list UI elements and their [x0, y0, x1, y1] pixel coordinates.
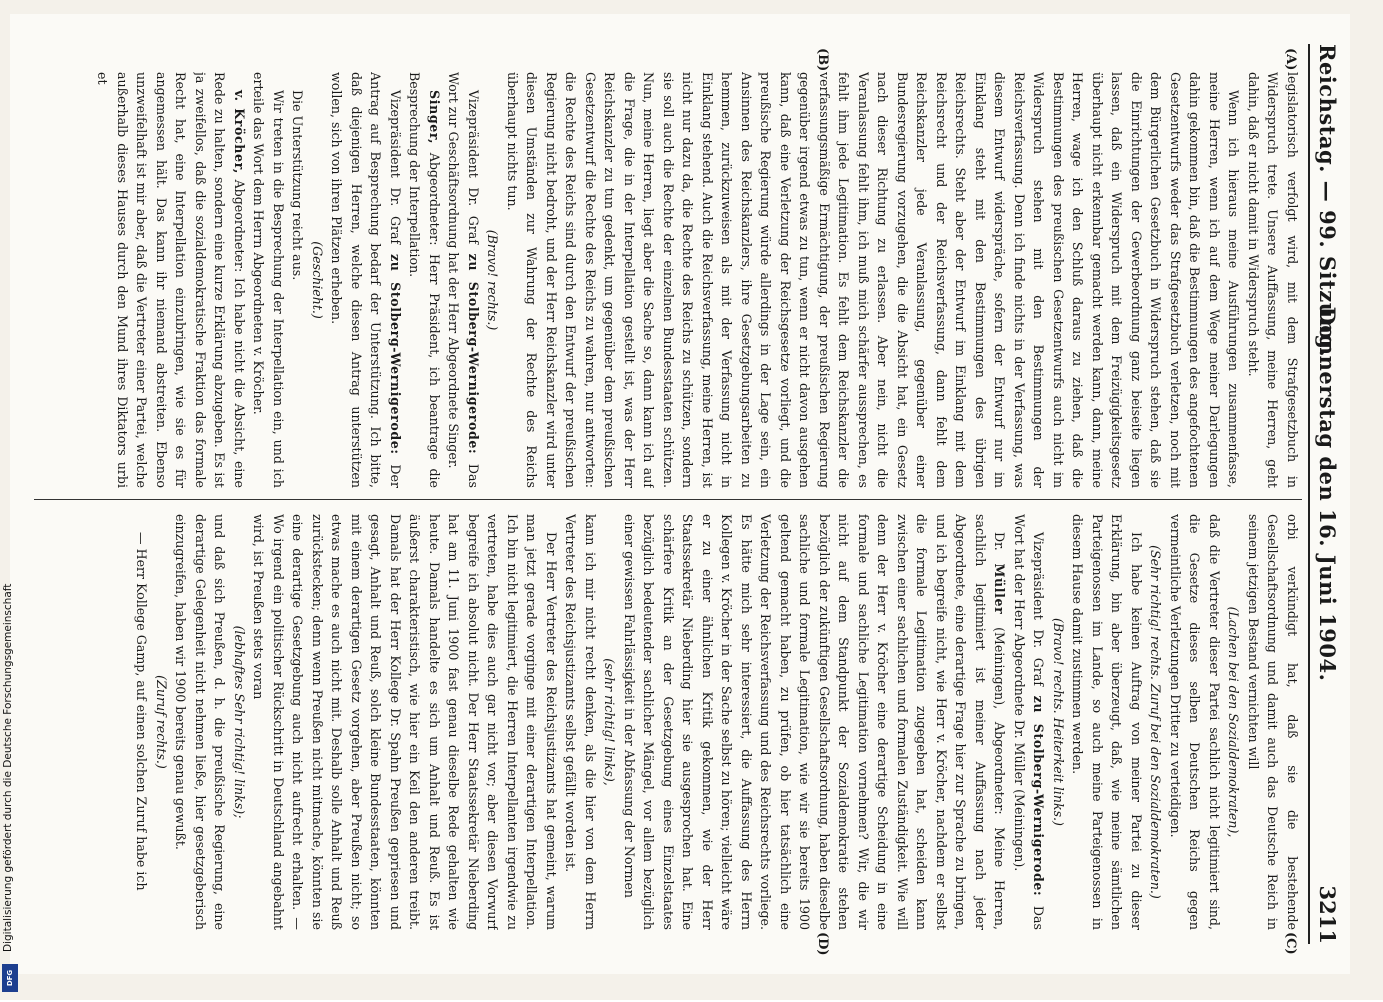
reaction: (Zuruf rechts.)	[154, 675, 169, 769]
speaker-paragraph	[1010, 514, 1049, 930]
speaker-name: zu Stolberg-Wernigerode:	[1031, 695, 1047, 897]
paragraph: daß die Vertreter dieser Partei sachlich nicht legitimiert sind, die Gesetze dieses selben Deutschen Reichs gegen vermeintliche Verletzungen Dritter zu verteidigen.	[1168, 514, 1222, 930]
reaction: (sehr richtig! links),	[602, 658, 618, 786]
speaker-paragraph	[93, 72, 249, 488]
logo-text: DFG	[6, 969, 14, 987]
running-head	[1308, 44, 1344, 944]
header-date: Donnerstag den 16. Juni 1904.	[1315, 306, 1340, 682]
speech-text: (Meiningen), Abgeordneter: Meine Herren, sachlich legitimiert ist meiner Auffassung nach jeder Abgeordnete, eine derartige Frage hier zur Sprache zu bringen, und ich begreife nicht, wie Herr v. Kröcher, nachdem er selbst die formale Legitimation zugegeben hat, scheiden kann zwischen einer sachlichen und formalen Zuständigkeit. Wie will denn der Herr v. Kröcher eine derartige Scheidung in eine formale und sachliche Legitimation vornehmen? Wir, die wir nicht auf dem Standpunkt der Sozialdemokratie stehen bezüglich der zukünftigen Gesellschaftsordnung, haben dieselbe sachliche und formale Legitimation, wie wir sie bereits 1900 geltend gemacht haben, zu prüfen, ob hier tatsächlich eine Verletzung der Reichsverfassung und des Reichsrechts vorliege. Es hätte mich sehr interessiert, die Auffassung des Herrn Kollegen v. Kröcher in der Sache selbst zu hören; vielleicht wäre er zu einer ähnlichen Kritik gekommen, wie der Herr Staatssekretär Nieberding hier sie ausgesprochen hat. Eine schärfere Kritik an der Gesetzgebung eines Einzelstaates bezüglich bedeutender sachlicher Mängel, vor allem bezüglich einer gewissen Fahrlässigkeit in der Abfassung der Normen	[622, 514, 1008, 930]
reaction: (Lachen bei den Sozialdemokraten),	[1226, 606, 1242, 838]
speaker-name: zu Stolberg-Wernigerode:	[388, 253, 403, 455]
speaker-prefix: Dr.	[992, 532, 1008, 551]
paragraph: orbi verkündigt hat, daß sie die bestehende Gesellschaftsordnung und damit auch das Deutsche Reich in seinem jetzigen Bestand vernichten will	[1246, 514, 1300, 930]
right-column	[34, 514, 1302, 930]
speech-text: Abgeordneter: Ich habe nicht die Absicht, eine Rede zu halten, sondern eine kurze Erklärung abzugeben. Es ist ja zweifellos, daß die sozialdemokratische Fraktion das formale Recht hat, eine Interpellation einzubringen, wie sie es für angemessen hält. Das kann ihr niemand abstreiten. Ebenso unzweifelhaft ist mir aber, daß die Vertreter einer Partei, welche außerhalb dieses Hauses durch den Mund ihres Diktators urbi et	[95, 72, 247, 488]
speaker-prefix: Vizepräsident Dr. Graf	[466, 90, 481, 244]
reaction: (lebhaftes Sehr richtig! links);	[232, 625, 247, 819]
speaker-paragraph	[444, 72, 483, 488]
speech-text: Abgeordneter: Herr Präsident, ich beantrage die Besprechung der Interpellation.	[407, 72, 442, 488]
left-column	[34, 72, 1302, 488]
paragraph: Wenn ich hieraus meine Ausführungen zusammenfasse, meine Herren, wenn ich auf dem Wege meiner Darlegungen dahin gekommen bin, daß die Bestimmungen des angefochtenen Gesetzentwurfs weder das Strafgesetzbuch verletzen, noch mit dem Bürgerlichen Gesetzbuch in Widerspruch stehen, daß sie die Einrichtungen der Gewerbeordnung ganz beiseite liegen lassen, daß ein Widerspruch mit dem Freizügigkeitsgesetz überhaupt nicht erkennbar gemacht werden kann, dann, meine Herren, wage ich den Schluß daraus zu ziehen, daß die Bestimmungen des preußischen Gesetzentwurfs auch nicht im Widerspruch stehen mit den Bestimmungen der Reichsverfassung. Denn ich finde nichts in der Verfassung, was diesem Entwurf widerspräche, sofern der Entwurf nur im Einklang steht mit den Bestimmungen des übrigen Reichsrechts. Steht aber der Entwurf im Einklang mit dem Reichsrecht und der Reichsverfassung, dann fehlt dem Reichskanzler jede Veranlassung, gegenüber einer Bundesregierung vorzugehen, die die Absicht hat, ein Gesetz nach dieser Richtung zu erlassen. Aber nein, nicht die Veranlassung fehlt ihm, ich muß mich schärfer aussprechen, es fehlt ihm jede Legitimation. Es fehlt dem Reichskanzler die verfassungsmäßige Ermächtigung, der preußischen Regierung gegenüber irgend etwas zu tun, wenn er nicht davon ausgehen kann, daß eine Verletzung der Reichsgesetze vorliegt, und die preußische Regierung würde allerdings in der Lage sein, ein Ansinnen des Reichskanzlers, ihre Gesetzgebungsarbeiten zu hemmen, zurückzuweisen als mit der Verfassung nicht in Einklang stehend. Auch die Reichsverfassung, meine Herren, ist nicht nur dazu da, die Rechte des Reichs zu schützen, sondern sie soll auch die Rechte der einzelnen Bundesstaaten schützen. Nun, meine Herren, liegt aber die Sache so, dann kann ich auf die Frage, die in der Interpellation gestellt ist, was der Herr Reichskanzler zu tun gedenkt, um gegenüber dem preußischen Gesetzentwurf die Rechte des Reichs zu wahren, nur antworten: die Rechte des Reichs sind durch den Entwurf der preußischen Regierung nicht bedroht, und der Herr Reichskanzler wird unter diesen Umständen zur Wahrung der Rechte des Reichs überhaupt nichts tun.	[505, 72, 1242, 488]
paragraph: kann ich mir nicht recht denken, als die hier von dem Herrn Vertreter des Reichsjustizamts selbst gefällt worden ist.	[563, 514, 598, 930]
speaker-prefix: Vizepräsident Dr. Graf	[388, 90, 403, 245]
paragraph: — Herr Kollege Gamp, auf einen solchen Zuruf habe ich	[134, 532, 150, 891]
reaction: (Bravo! rechts. Heiterkeit links.)	[1051, 618, 1066, 826]
paragraph: und daß sich Preußen, d. h. die preußische Regierung, eine derartige Gelegenheit nicht nehmen ließe, hier gesetzgeberisch einzugreifen, haben wir 1900 bereits genau gewußt.	[173, 514, 228, 930]
header-session: Reichstag. — 99. Sitzung.	[1315, 44, 1340, 358]
margin-mark-d: (D)	[815, 932, 830, 956]
printed-page	[10, 14, 1350, 974]
paragraph: Der Herr Vertreter des Reichsjustizamts hat gemeint, warum man jetzt gerade vorginge mit einer derartigen Interpellation. Ich bin nicht legitimiert, die Herren Interpellanten irgendwie zu vertreten, habe dies auch gar nicht vor; aber diesen Vorwurf begreife ich absolut nicht. Der Herr Staatssekretär Nieberding hat am 11. Juni 1900 fast genau dieselbe Rede gehalten wie heute. Damals handelte es sich um Anhalt und Reuß. Es ist äußerst charakteristisch, wie hier ein Keil den anderen treibt. Damals hat der Herr Kollege Dr. Spahn Preußen gepriesen und gesagt, Anhalt und Reuß, solch kleine Bundesstaaten, könnten mit einem derartigen Gesetz vorgehen, aber Preußen nicht; so etwas mache es auch nicht mit. Deshalb solle Anhalt und Reuß zurückstecken; denn wenn Preußen nicht mitmache, könnten sie eine derartige Gesetzgebung auch nicht aufrecht erhalten. — Wo irgend ein politischer Rückschritt in Deutschland angebahnt wird, ist Preußen stets voran	[251, 514, 559, 930]
page-number: 3211	[1315, 885, 1340, 944]
dfg-logo	[2, 964, 18, 992]
paragraph: legislatorisch verfolgt wird, mit dem Strafgesetzbuch in Widerspruch trete. Unsere Auffassung, meine Herren, geht dahin, daß er nicht damit in Widerspruch steht.	[1246, 72, 1300, 488]
credit-text: Digitalisierung gefördert durch die Deutsche Forschungsgemeinschaft	[2, 583, 14, 952]
speaker-name: zu Stolberg-Wernigerode:	[466, 253, 481, 455]
margin-mark-a: (A)	[1283, 48, 1298, 71]
paragraph: Ich habe keinen Auftrag von meiner Partei zu dieser Erklärung, bin aber überzeugt, daß, wie meine sämtlichen Parteigenossen im Lande, so auch meine Parteigenossen in diesem Hause damit zustimmen werden.	[1070, 514, 1144, 930]
paragraph: Die Unterstützung reicht aus.	[290, 90, 306, 281]
speaker-paragraph	[405, 72, 444, 488]
margin-mark-c: (C)	[1283, 932, 1298, 955]
speaker-name: v. Kröcher,	[232, 90, 247, 174]
speech-text: Das Wort hat der Herr Abgeordnete Dr. Müller (Meiningen).	[1012, 514, 1047, 930]
speaker-name: Singer,	[427, 90, 442, 145]
speaker-name: Müller	[992, 563, 1008, 615]
reaction: (Geschieht.)	[310, 241, 325, 319]
speaker-paragraph	[327, 72, 405, 488]
reaction: (Bravo! rechts.)	[485, 229, 501, 331]
speaker-paragraph	[620, 514, 1010, 930]
column-rule	[34, 499, 1302, 500]
speech-text: Das Wort zur Geschäftsordnung hat der Herr Abgeordnete Singer.	[446, 72, 481, 488]
speech-text: Der Antrag auf Besprechung bedarf der Unterstützung. Ich bitte, daß diejenigen Herren, welche diesen Antrag unterstützen wollen, sich von ihren Plätzen erheben.	[329, 72, 403, 488]
digitization-credit	[0, 22, 20, 1002]
reaction: (Sehr richtig! rechts. Zuruf bei den Sozialdemokraten.)	[1148, 545, 1164, 899]
margin-mark-b: (B)	[815, 48, 830, 72]
speaker-prefix: Vizepräsident Dr. Graf	[1031, 532, 1047, 686]
paragraph: Wir treten in die Besprechung der Interpellation ein, und ich erteile das Wort dem Herrn Abgeordneten v. Kröcher.	[251, 72, 286, 488]
